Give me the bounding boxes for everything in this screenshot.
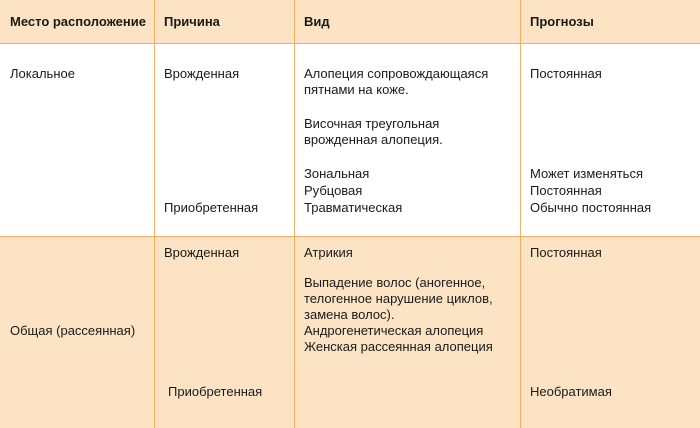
type-scarring: Рубцовая xyxy=(304,183,363,198)
header-location: Место расположение xyxy=(10,14,146,29)
cause-congenital: Врожденная xyxy=(164,66,240,81)
type-traumatic: Травматическая xyxy=(304,200,403,215)
prognosis-permanent-general: Постоянная xyxy=(530,245,602,260)
header-prognosis: Прогнозы xyxy=(530,14,594,29)
cause-acquired-general: Приобретенная xyxy=(168,384,263,399)
header-type: Вид xyxy=(304,14,330,29)
location-local: Локальное xyxy=(10,66,75,81)
type-zonal: Зональная xyxy=(304,166,370,181)
cause-congenital-general: Врожденная xyxy=(164,245,240,260)
prognosis-usually-permanent: Обычно постоянная xyxy=(530,200,652,215)
type-temporal-alopecia: Височная треугольная врожденная алопеция. xyxy=(304,116,443,147)
type-atrichia: Атрикия xyxy=(304,245,353,260)
column-divider xyxy=(520,0,521,428)
header-cause: Причина xyxy=(164,14,220,29)
cause-acquired: Приобретенная xyxy=(164,200,259,215)
prognosis-permanent: Постоянная xyxy=(530,66,602,81)
prognosis-irreversible: Необратимая xyxy=(530,384,612,399)
row-divider xyxy=(0,43,700,44)
prognosis-permanent-2: Постоянная xyxy=(530,183,602,198)
type-spotted-alopecia: Алопеция сопровождающаяся пятнами на коже. xyxy=(304,66,489,97)
type-hair-loss: Выпадение волос (аногенное, телогенное нарушение циклов, замена волос). xyxy=(304,275,493,322)
prognosis-variable: Может изменяться xyxy=(530,166,643,181)
location-general: Общая (рассеянная) xyxy=(10,323,136,338)
column-divider xyxy=(154,0,155,428)
type-androgenetic: Андрогенетическая алопеция xyxy=(304,323,484,338)
type-female-diffuse: Женская рассеянная алопеция xyxy=(304,339,493,354)
row-divider xyxy=(0,236,700,237)
column-divider xyxy=(294,0,295,428)
